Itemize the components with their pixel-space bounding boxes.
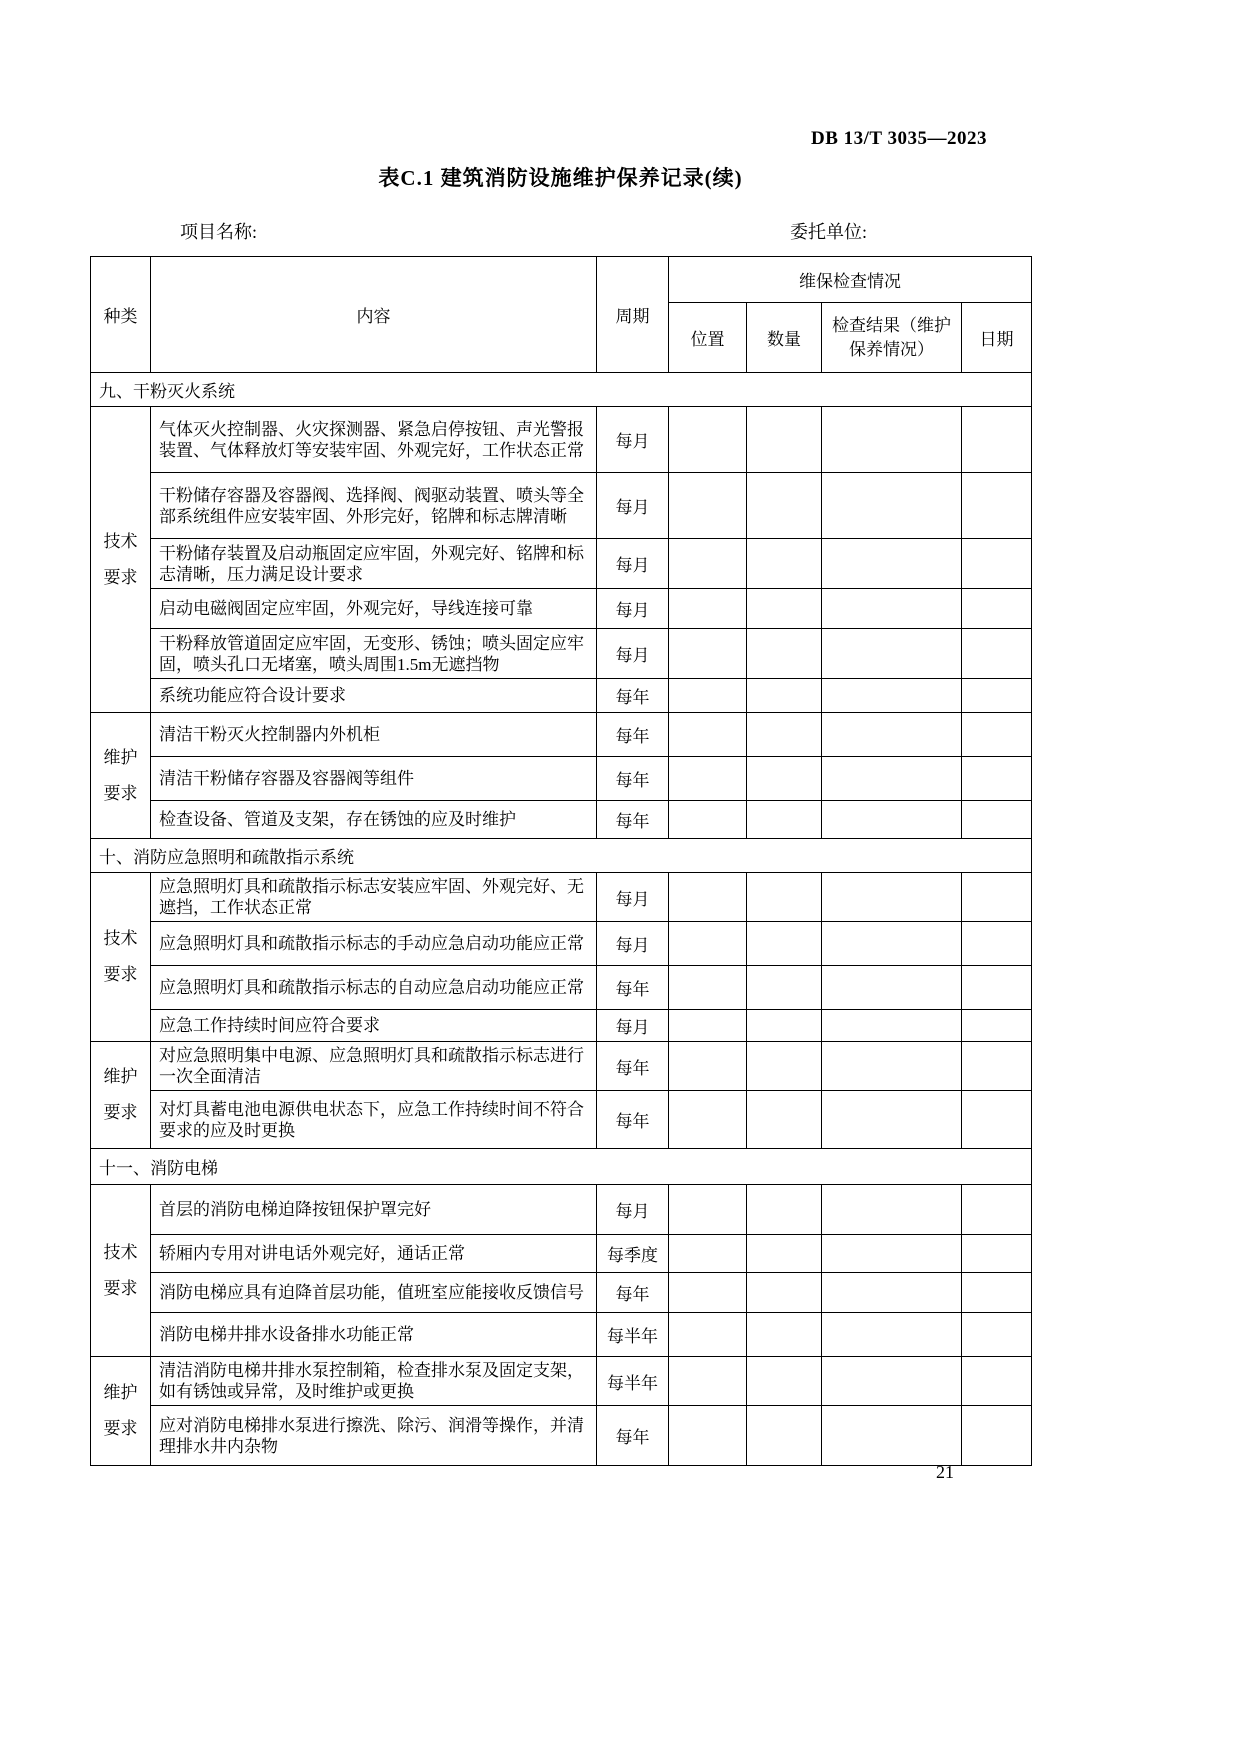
quantity-cell xyxy=(747,1091,822,1149)
kind-cell: 技术要求 xyxy=(91,873,151,1042)
form-labels-row xyxy=(90,218,1031,244)
quantity-cell xyxy=(747,589,822,629)
period-cell: 每年 xyxy=(597,757,669,801)
content-cell: 检查设备、管道及支架，存在锈蚀的应及时维护 xyxy=(151,801,597,839)
date-cell xyxy=(962,1010,1032,1042)
location-cell xyxy=(669,966,747,1010)
period-cell: 每年 xyxy=(597,1273,669,1313)
header-content: 内容 xyxy=(151,257,597,373)
quantity-cell xyxy=(747,966,822,1010)
table-row xyxy=(91,539,1032,589)
table-row xyxy=(91,922,1032,966)
header-row-1 xyxy=(91,257,1032,303)
period-cell: 每月 xyxy=(597,539,669,589)
result-cell xyxy=(822,1185,962,1235)
period-cell: 每年 xyxy=(597,1042,669,1091)
date-cell xyxy=(962,966,1032,1010)
date-cell xyxy=(962,679,1032,713)
kind-cell: 维护要求 xyxy=(91,713,151,839)
table-row xyxy=(91,1042,1032,1091)
result-cell xyxy=(822,473,962,539)
period-cell: 每年 xyxy=(597,801,669,839)
page-number: 21 xyxy=(936,1462,954,1482)
result-cell xyxy=(822,966,962,1010)
result-cell xyxy=(822,1010,962,1042)
result-cell xyxy=(822,1091,962,1149)
result-cell xyxy=(822,679,962,713)
date-cell xyxy=(962,473,1032,539)
quantity-cell xyxy=(747,1313,822,1357)
content-cell: 消防电梯井排水设备排水功能正常 xyxy=(151,1313,597,1357)
content-cell: 启动电磁阀固定应牢固，外观完好，导线连接可靠 xyxy=(151,589,597,629)
date-cell xyxy=(962,801,1032,839)
date-cell xyxy=(962,1273,1032,1313)
result-cell xyxy=(822,873,962,922)
content-cell: 应急照明灯具和疏散指示标志的手动应急启动功能应正常 xyxy=(151,922,597,966)
result-cell xyxy=(822,407,962,473)
location-cell xyxy=(669,407,747,473)
quantity-cell xyxy=(747,1273,822,1313)
date-cell xyxy=(962,1406,1032,1466)
content-cell: 对灯具蓄电池电源供电状态下，应急工作持续时间不符合要求的应及时更换 xyxy=(151,1091,597,1149)
date-cell xyxy=(962,1313,1032,1357)
quantity-cell xyxy=(747,1357,822,1406)
quantity-cell xyxy=(747,1042,822,1091)
table-row xyxy=(91,629,1032,679)
header-kind: 种类 xyxy=(91,257,151,373)
location-cell xyxy=(669,801,747,839)
content-cell: 清洁干粉储存容器及容器阀等组件 xyxy=(151,757,597,801)
location-cell xyxy=(669,1010,747,1042)
location-cell xyxy=(669,1185,747,1235)
section-header-row xyxy=(91,373,1032,407)
table-row xyxy=(91,1185,1032,1235)
result-cell xyxy=(822,922,962,966)
section-title: 十一、消防电梯 xyxy=(91,1149,1032,1185)
header-quantity: 数量 xyxy=(747,303,822,373)
period-cell: 每年 xyxy=(597,679,669,713)
date-cell xyxy=(962,407,1032,473)
kind-cell: 技术要求 xyxy=(91,407,151,713)
result-cell xyxy=(822,1042,962,1091)
section-header-row xyxy=(91,1149,1032,1185)
result-cell xyxy=(822,539,962,589)
section-header-row xyxy=(91,839,1032,873)
result-cell xyxy=(822,629,962,679)
quantity-cell xyxy=(747,922,822,966)
date-cell xyxy=(962,1042,1032,1091)
period-cell: 每半年 xyxy=(597,1313,669,1357)
table-row xyxy=(91,713,1032,757)
quantity-cell xyxy=(747,407,822,473)
project-name-label: 项目名称: xyxy=(180,222,258,242)
location-cell xyxy=(669,1042,747,1091)
content-cell: 干粉储存装置及启动瓶固定应牢固，外观完好、铭牌和标志清晰，压力满足设计要求 xyxy=(151,539,597,589)
quantity-cell xyxy=(747,1235,822,1273)
period-cell: 每年 xyxy=(597,1091,669,1149)
location-cell xyxy=(669,873,747,922)
table-row xyxy=(91,1010,1032,1042)
period-cell: 每月 xyxy=(597,1185,669,1235)
page-content xyxy=(90,0,1031,1466)
date-cell xyxy=(962,1357,1032,1406)
quantity-cell xyxy=(747,473,822,539)
table-row xyxy=(91,1406,1032,1466)
result-cell xyxy=(822,713,962,757)
location-cell xyxy=(669,679,747,713)
quantity-cell xyxy=(747,679,822,713)
period-cell: 每季度 xyxy=(597,1235,669,1273)
location-cell xyxy=(669,922,747,966)
location-cell xyxy=(669,629,747,679)
client-unit-label: 委托单位: xyxy=(790,222,868,242)
header-result: 检查结果（维护保养情况） xyxy=(822,303,962,373)
header-location: 位置 xyxy=(669,303,747,373)
header-period: 周期 xyxy=(597,257,669,373)
table-row xyxy=(91,966,1032,1010)
period-cell: 每月 xyxy=(597,922,669,966)
page-title: 表C.1 建筑消防设施维护保养记录(续) xyxy=(378,166,743,190)
period-cell: 每年 xyxy=(597,713,669,757)
result-cell xyxy=(822,1357,962,1406)
table-row xyxy=(91,873,1032,922)
result-cell xyxy=(822,1313,962,1357)
quantity-cell xyxy=(747,629,822,679)
location-cell xyxy=(669,589,747,629)
period-cell: 每月 xyxy=(597,473,669,539)
location-cell xyxy=(669,1357,747,1406)
quantity-cell xyxy=(747,801,822,839)
date-cell xyxy=(962,1091,1032,1149)
table-row xyxy=(91,1313,1032,1357)
header-date: 日期 xyxy=(962,303,1032,373)
location-cell xyxy=(669,1091,747,1149)
table-row xyxy=(91,473,1032,539)
result-cell xyxy=(822,757,962,801)
location-cell xyxy=(669,1313,747,1357)
content-cell: 系统功能应符合设计要求 xyxy=(151,679,597,713)
date-cell xyxy=(962,922,1032,966)
section-title: 十、消防应急照明和疏散指示系统 xyxy=(91,839,1032,873)
content-cell: 清洁干粉灭火控制器内外机柜 xyxy=(151,713,597,757)
kind-cell: 维护要求 xyxy=(91,1042,151,1149)
content-cell: 首层的消防电梯迫降按钮保护罩完好 xyxy=(151,1185,597,1235)
header-inspection-group: 维保检查情况 xyxy=(669,257,1032,303)
content-cell: 应急照明灯具和疏散指示标志的自动应急启动功能应正常 xyxy=(151,966,597,1010)
date-cell xyxy=(962,873,1032,922)
quantity-cell xyxy=(747,1185,822,1235)
table-row xyxy=(91,1091,1032,1149)
kind-cell: 技术要求 xyxy=(91,1185,151,1357)
result-cell xyxy=(822,1406,962,1466)
location-cell xyxy=(669,1273,747,1313)
kind-cell: 维护要求 xyxy=(91,1357,151,1466)
quantity-cell xyxy=(747,539,822,589)
content-cell: 应对消防电梯排水泵进行擦洗、除污、润滑等操作，并清理排水井内杂物 xyxy=(151,1406,597,1466)
date-cell xyxy=(962,713,1032,757)
table-row xyxy=(91,757,1032,801)
location-cell xyxy=(669,713,747,757)
table-row xyxy=(91,679,1032,713)
period-cell: 每月 xyxy=(597,407,669,473)
result-cell xyxy=(822,801,962,839)
standard-code: DB 13/T 3035—2023 xyxy=(810,128,987,149)
content-cell: 轿厢内专用对讲电话外观完好，通话正常 xyxy=(151,1235,597,1273)
result-cell xyxy=(822,1273,962,1313)
quantity-cell xyxy=(747,713,822,757)
table-row xyxy=(91,407,1032,473)
content-cell: 应急工作持续时间应符合要求 xyxy=(151,1010,597,1042)
quantity-cell xyxy=(747,1406,822,1466)
content-cell: 消防电梯应具有迫降首层功能，值班室应能接收反馈信号 xyxy=(151,1273,597,1313)
period-cell: 每年 xyxy=(597,966,669,1010)
content-cell: 干粉储存容器及容器阀、选择阀、阀驱动装置、喷头等全部系统组件应安装牢固、外形完好，铭牌和标志牌清晰 xyxy=(151,473,597,539)
location-cell xyxy=(669,473,747,539)
location-cell xyxy=(669,539,747,589)
period-cell: 每半年 xyxy=(597,1357,669,1406)
content-cell: 对应急照明集中电源、应急照明灯具和疏散指示标志进行一次全面清洁 xyxy=(151,1042,597,1091)
date-cell xyxy=(962,629,1032,679)
content-cell: 气体灭火控制器、火灾探测器、紧急启停按钮、声光警报装置、气体释放灯等安装牢固、外观完好，工作状态正常 xyxy=(151,407,597,473)
quantity-cell xyxy=(747,1010,822,1042)
period-cell: 每年 xyxy=(597,1406,669,1466)
period-cell: 每月 xyxy=(597,1010,669,1042)
period-cell: 每月 xyxy=(597,873,669,922)
date-cell xyxy=(962,1235,1032,1273)
location-cell xyxy=(669,1235,747,1273)
result-cell xyxy=(822,589,962,629)
content-cell: 干粉释放管道固定应牢固，无变形、锈蚀；喷头固定应牢固，喷头孔口无堵塞，喷头周围1.5m无遮挡物 xyxy=(151,629,597,679)
location-cell xyxy=(669,1406,747,1466)
result-cell xyxy=(822,1235,962,1273)
quantity-cell xyxy=(747,873,822,922)
table-row xyxy=(91,589,1032,629)
date-cell xyxy=(962,757,1032,801)
table-row xyxy=(91,1273,1032,1313)
table-row xyxy=(91,1235,1032,1273)
table-row xyxy=(91,801,1032,839)
table-row xyxy=(91,1357,1032,1406)
section-title: 九、干粉灭火系统 xyxy=(91,373,1032,407)
quantity-cell xyxy=(747,757,822,801)
date-cell xyxy=(962,589,1032,629)
maintenance-record-table xyxy=(90,256,1032,1466)
content-cell: 应急照明灯具和疏散指示标志安装应牢固、外观完好、无遮挡，工作状态正常 xyxy=(151,873,597,922)
location-cell xyxy=(669,757,747,801)
date-cell xyxy=(962,539,1032,589)
date-cell xyxy=(962,1185,1032,1235)
period-cell: 每月 xyxy=(597,589,669,629)
period-cell: 每月 xyxy=(597,629,669,679)
content-cell: 清洁消防电梯井排水泵控制箱，检查排水泵及固定支架，如有锈蚀或异常，及时维护或更换 xyxy=(151,1357,597,1406)
